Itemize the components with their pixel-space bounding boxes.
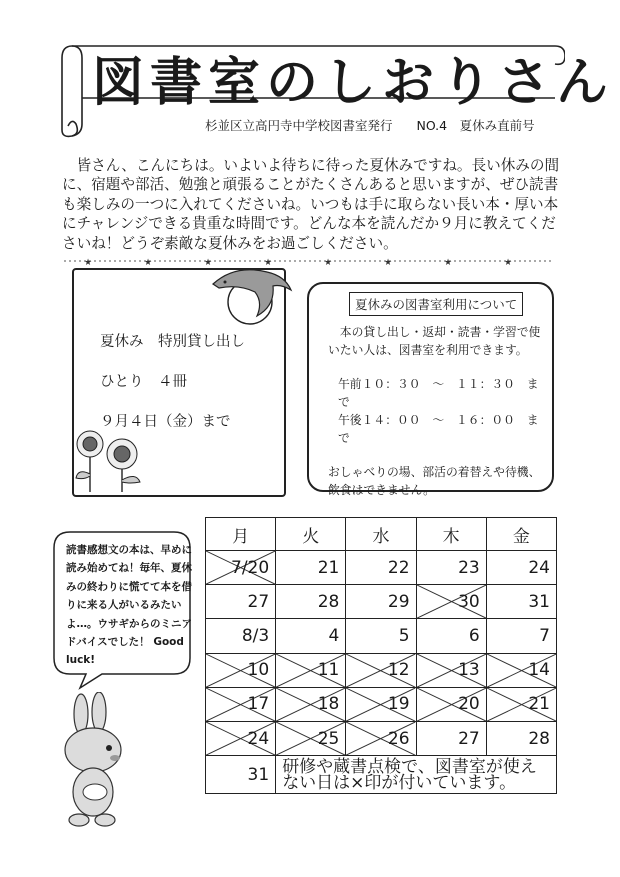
calendar-day-closed: 19	[346, 687, 416, 721]
svg-text:★: ★	[204, 258, 213, 266]
calendar-table	[205, 517, 557, 794]
svg-text:★: ★	[144, 258, 153, 266]
calendar-day: 29	[346, 585, 416, 619]
svg-text:★: ★	[84, 258, 93, 266]
calendar-day: 4	[276, 619, 346, 653]
calendar-day: 31	[486, 585, 556, 619]
calendar-day-closed: 14	[486, 653, 556, 687]
calendar-day-closed: 24	[206, 721, 276, 755]
svg-text:★: ★	[384, 258, 393, 266]
calendar-day: 6	[416, 619, 486, 653]
rabbit-icon	[55, 692, 135, 832]
usage-time-pm: 午後１４：００ ～ １６：００ まで	[338, 413, 539, 445]
svg-text:★: ★	[324, 258, 333, 266]
publisher: 杉並区立高円寺中学校図書室発行	[205, 118, 393, 133]
usage-title: 夏休みの図書室利用について	[349, 292, 523, 316]
page-title: 図書室のしおりさん	[92, 52, 615, 113]
calendar-day-closed: 13	[416, 653, 486, 687]
calendar-day-closed: 20	[416, 687, 486, 721]
calendar-note: 研修や蔵書点検で、図書室が使えない日は×印が付いています。	[276, 756, 557, 794]
issue-number: NO.4 夏休み直前号	[416, 118, 535, 133]
calendar-week-row	[206, 687, 557, 721]
sunflower-icon	[70, 428, 155, 493]
calendar-day: 23	[416, 551, 486, 585]
calendar-day-closed: 11	[276, 653, 346, 687]
svg-text:★: ★	[264, 258, 273, 266]
svg-text:★: ★	[444, 258, 453, 266]
weekday-header: 金	[486, 518, 556, 551]
calendar-day: 8/3	[206, 619, 276, 653]
calendar-week-row	[206, 721, 557, 755]
calendar-week-row	[206, 551, 557, 585]
calendar-day-closed: 10	[206, 653, 276, 687]
subtitle	[205, 116, 535, 134]
usage-time-am: 午前１０：３０ ～ １１：３０ まで	[338, 377, 539, 409]
calendar-day: 28	[276, 585, 346, 619]
lending-due: ９月４日（金）まで	[100, 414, 231, 430]
calendar-day: 31	[206, 756, 276, 794]
calendar-week-row	[206, 653, 557, 687]
star-divider	[64, 256, 554, 266]
calendar-week-row	[206, 619, 557, 653]
lending-info	[100, 322, 245, 442]
calendar-day-closed: 7/20	[206, 551, 276, 585]
usage-paragraph-2: おしゃべりの場、部活の着替えや待機、飲食はできません。	[328, 465, 541, 497]
intro-text: 皆さん、こんにちは。いよいよ待ちに待った夏休みですね。長い休みの間に、宿題や部活、勉強と頑張ることがたくさんあると思いますが、ぜひ読書も楽しみの一つに入れてくださいね。いつもは手に取らない長い本・厚い本にチャレンジできる貴重な時間です。どんな本を読んだか９月に教えてくださいね！どうぞ素敵な夏休みをお過ごしください。	[62, 157, 560, 252]
calendar-day: 28	[486, 721, 556, 755]
calendar-day-closed: 17	[206, 687, 276, 721]
calendar-header-row	[206, 518, 557, 551]
weekday-header: 水	[346, 518, 416, 551]
calendar-day: 7	[486, 619, 556, 653]
advice-text: 読書感想文の本は、早めに読み始めてね！毎年、夏休みの終わりに慌てて本を借りに来る人がいるみたいよ…。ウサギからのミニアドバイスでした！ Good luck!	[66, 544, 192, 667]
calendar-day: 22	[346, 551, 416, 585]
lending-limit: ひとり ４冊	[100, 374, 187, 390]
svg-text:★: ★	[504, 258, 513, 266]
weekday-header: 火	[276, 518, 346, 551]
calendar-day: 24	[486, 551, 556, 585]
dolphin-icon	[205, 262, 295, 327]
calendar-day-closed: 21	[486, 687, 556, 721]
weekday-header: 木	[416, 518, 486, 551]
calendar-day-closed: 12	[346, 653, 416, 687]
calendar-day: 21	[276, 551, 346, 585]
calendar-last-row	[206, 756, 557, 794]
calendar-day-closed: 26	[346, 721, 416, 755]
calendar-week-row	[206, 585, 557, 619]
calendar-day-closed: 30	[416, 585, 486, 619]
usage-text	[328, 323, 543, 499]
calendar-day: 27	[206, 585, 276, 619]
calendar-day-closed: 25	[276, 721, 346, 755]
weekday-header: 月	[206, 518, 276, 551]
calendar-day: 27	[416, 721, 486, 755]
lending-title: 夏休み 特別貸し出し	[100, 334, 245, 350]
calendar-day-closed: 18	[276, 687, 346, 721]
usage-paragraph-1: 本の貸し出し・返却・読書・学習で使いたい人は、図書室を利用できます。	[328, 325, 541, 357]
calendar-day: 5	[346, 619, 416, 653]
